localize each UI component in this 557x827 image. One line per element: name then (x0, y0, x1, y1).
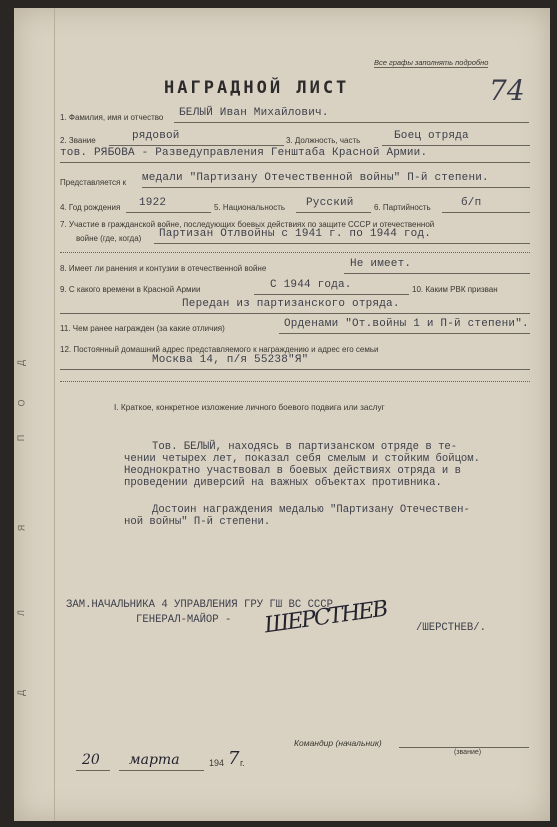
field-8-label: 8. Имеет ли ранения и контузии в отечественной войне (60, 264, 267, 273)
field-11-label: 11. Чем ранее награжден (за какие отличия) (60, 324, 225, 333)
commander-label: Командир (начальник) (294, 738, 382, 748)
date-month: марта (129, 752, 180, 768)
rank-label: (звание) (454, 749, 482, 756)
side-caption (14, 308, 38, 708)
field-10-label: 10. Каким РВК призван (412, 285, 498, 294)
field-6-value: б/п (461, 197, 482, 209)
field-3-label: 3. Должность, часть (286, 136, 361, 145)
presented-value: медали "Партизану Отечественной войны" П-й степени. (142, 172, 489, 184)
page-title: НАГРАДНОЙ ЛИСТ (164, 78, 350, 98)
side-caption-char: Л (15, 610, 26, 616)
field-5-value: Русский (306, 197, 354, 209)
field-4-label: 4. Год рождения (60, 203, 121, 212)
field-8-value: Не имеет. (350, 258, 412, 270)
date-day: 20 (82, 752, 100, 768)
field-4-value: 1922 (139, 197, 167, 209)
field-7-label-1: 7. Участие в гражданской войне, последующих боевых действиях по защите СССР и отечественной (60, 220, 435, 229)
signatory-position: ЗАМ.НАЧАЛЬНИКА 4 УПРАВЛЕНИЯ ГРУ ГШ ВС СССР (66, 599, 334, 611)
field-12-label: 12. Постоянный домашний адрес представляемого к награждению и адрес его семьи (60, 345, 379, 354)
date-year-printed: 194 (209, 758, 225, 768)
narrative-line: Тов. БЕЛЫЙ, находясь в партизанском отряде в те- (152, 441, 458, 453)
side-caption-char: О (16, 399, 27, 407)
date-year-suffix: г. (240, 758, 245, 768)
side-caption-char: Я (16, 524, 27, 532)
field-6-label: 6. Партийность (374, 203, 431, 212)
section-heading: I. Краткое, конкретное изложение личного боевого подвига или заслуг (114, 402, 385, 412)
side-caption-char: П (16, 434, 27, 442)
unit-line: тов. РЯБОВА - Разведуправления Генштаба Красной Армии. (60, 147, 428, 159)
field-10-value: Передан из партизанского отряда. (182, 298, 400, 310)
narrative-line: Неоднократно участвовал в боевых действиях отряда и в (124, 465, 461, 477)
header-note: Все графы заполнять подробно (374, 58, 489, 67)
date-year-handwritten: 7 (228, 748, 240, 769)
presented-label: Представляется к (60, 178, 127, 187)
field-3-value: Боец отряда (394, 130, 469, 142)
award-sheet (14, 8, 550, 821)
handwritten-signature: ШЕРСТНЕВ (262, 596, 389, 639)
field-2-value: рядовой (132, 130, 180, 142)
field-1-value: БЕЛЫЙ Иван Михайлович. (179, 107, 329, 119)
conclusion-line: Достоин награждения медалью "Партизану Отечествен- (152, 504, 470, 516)
field-12-value: Москва 14, п/я 55238"Я" (152, 354, 309, 366)
narrative-line: проведении диверсий на важных объектах противника. (124, 477, 442, 489)
sheet-number: 74 (489, 74, 525, 107)
narrative-line: чении четырех лет, показал себя смелым и стойким бойцом. (124, 453, 481, 465)
field-7-label-2: войне (где, когда) (76, 234, 142, 243)
field-1-label: 1. Фамилия, имя и отчество (60, 113, 164, 122)
field-9-label: 9. С какого времени в Красной Армии (60, 285, 201, 294)
conclusion-line: ной войны" П-й степени. (124, 516, 271, 528)
signatory-name: /ШЕРСТНЕВ/. (416, 622, 486, 634)
side-caption-char: Д (16, 689, 27, 697)
margin-line (54, 8, 55, 821)
field-5-label: 5. Национальность (214, 203, 286, 212)
side-caption-char: Д (16, 359, 27, 367)
field-9-value: С 1944 года. (270, 279, 352, 291)
field-11-value: Орденами "От.войны 1 и П-й степени". (284, 318, 529, 330)
field-7-value: Партизан Отлвойны с 1941 г. по 1944 год. (159, 228, 432, 240)
field-2-label: 2. Звание (60, 136, 96, 145)
signatory-rank: ГЕНЕРАЛ-МАЙОР - (136, 614, 232, 626)
